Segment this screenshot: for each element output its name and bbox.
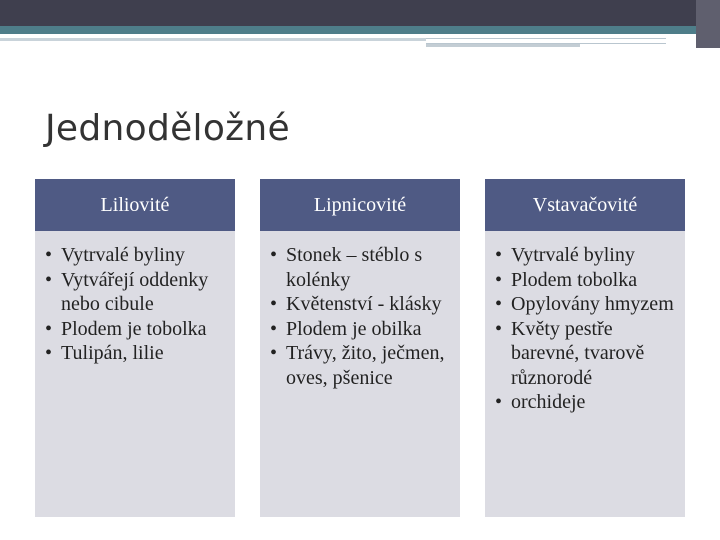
list-item: • Květenství - klásky bbox=[268, 292, 454, 317]
column-header: Liliovité bbox=[35, 179, 235, 231]
list-item: • Vytrvalé byliny bbox=[493, 243, 679, 268]
list-item: • Plodem je tobolka bbox=[43, 317, 229, 342]
column-vstavacovite bbox=[485, 179, 685, 517]
list-item: • Opylovány hmyzem bbox=[493, 292, 679, 317]
list-item: • Plodem tobolka bbox=[493, 268, 679, 293]
column-body bbox=[35, 231, 235, 517]
list-item: • Trávy, žito, ječmen, oves, pšenice bbox=[268, 341, 454, 390]
slide-title: Jednoděložné bbox=[45, 108, 290, 149]
list-item: • Stonek – stéblo s kolénky bbox=[268, 243, 454, 292]
list-item: • Květy pestře barevné, tvarově různorodé bbox=[493, 317, 679, 391]
accent-line bbox=[426, 44, 580, 47]
teal-strip bbox=[0, 26, 720, 34]
corner-block bbox=[696, 0, 720, 48]
list-item: • orchideje bbox=[493, 390, 679, 415]
list-item: • Tulipán, lilie bbox=[43, 341, 229, 366]
column-body bbox=[485, 231, 685, 517]
column-header: Lipnicovité bbox=[260, 179, 460, 231]
column-body bbox=[260, 231, 460, 517]
list-item: • Plodem je obilka bbox=[268, 317, 454, 342]
column-lipnicovite bbox=[260, 179, 460, 517]
top-decorative-bar bbox=[0, 0, 720, 26]
list-item: • Vytvářejí oddenky nebo cibule bbox=[43, 268, 229, 317]
list-item: • Vytrvalé byliny bbox=[43, 243, 229, 268]
column-header: Vstavačovité bbox=[485, 179, 685, 231]
column-liliovite bbox=[35, 179, 235, 517]
